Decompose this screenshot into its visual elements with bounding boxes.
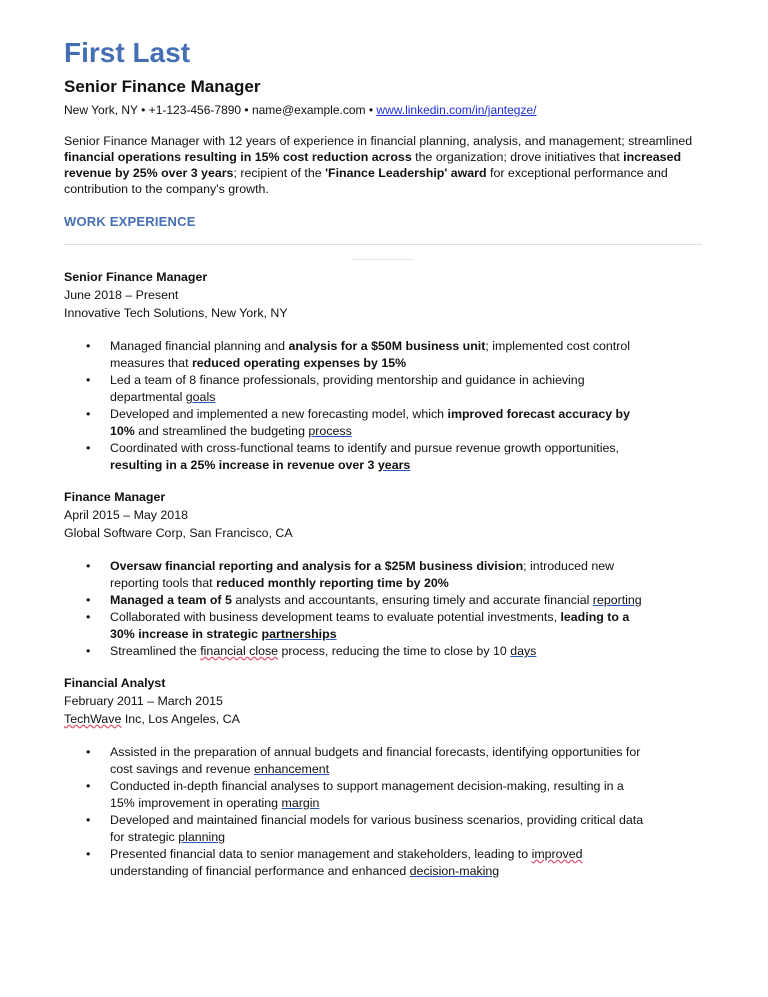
bullet-icon: • (86, 373, 91, 387)
job-company-rest: Inc, Los Angeles, CA (121, 712, 240, 726)
bullet-text: ; introduced new reporting tools that (110, 559, 615, 590)
job-dates: February 2011 – March 2015 (64, 694, 223, 708)
bullet-item (64, 609, 645, 643)
bullet-icon: • (86, 339, 91, 353)
bullet-icon: • (86, 441, 91, 455)
job-bullets (64, 558, 704, 660)
job-title: Finance Manager (64, 490, 166, 504)
bullet-text: Developed and maintained financial models for various business scenarios, providing critical data for strategic (110, 813, 644, 844)
grammar-flagged-word: partnerships (261, 627, 337, 641)
summary-bold-1: financial operations resulting in 15% cost reduction across (64, 150, 412, 164)
grammar-flagged-word: enhancement (253, 762, 330, 776)
bullet-text: Conducted in-depth financial analyses to support management decision-making, resulting in a 15% improvement in operating (110, 779, 624, 810)
job-company (64, 710, 704, 728)
spelling-flagged-word: TechWave (64, 712, 122, 726)
grammar-flagged-word: goals (185, 390, 216, 404)
grammar-flagged-word: years (377, 458, 411, 472)
bullet-bold: resulting in a 25% increase in revenue over 3 (110, 458, 378, 472)
job-entry (64, 268, 704, 474)
summary-bold-3: 'Finance Leadership' award (325, 166, 487, 180)
candidate-title: Senior Finance Manager (64, 77, 261, 96)
bullet-item (64, 440, 645, 474)
bullet-text: Assisted in the preparation of annual budgets and financial forecasts, identifying opportunities for cost savings and revenue (110, 745, 641, 776)
bullet-text: Collaborated with business development teams to evaluate potential investments, (110, 610, 561, 624)
job-bullets (64, 338, 704, 474)
bullet-text: Managed financial planning and (110, 339, 289, 353)
bullet-icon: • (86, 610, 91, 624)
bullet-bold: improved forecast accuracy by 10% (110, 407, 631, 438)
job-entry (64, 488, 704, 660)
bullet-icon: • (86, 813, 91, 827)
contact-details: New York, NY • +1-123-456-7890 • name@example.com • (64, 103, 377, 117)
job-dates: June 2018 – Present (64, 288, 179, 302)
job-dates: April 2015 – May 2018 (64, 508, 188, 522)
bullet-text: Developed and implemented a new forecasting model, which (110, 407, 448, 421)
bullet-icon: • (86, 847, 91, 861)
summary-bold-2: increased revenue by 25% over 3 years (64, 150, 682, 180)
summary-text-3: ; recipient of the (233, 166, 326, 180)
bullet-bold: reduced monthly reporting time by 20% (216, 576, 449, 590)
bullet-item (64, 592, 645, 609)
bullet-icon: • (86, 559, 91, 573)
bullet-icon: • (86, 644, 91, 658)
spelling-flagged-word: financial close (200, 644, 279, 658)
bullet-text: Coordinated with cross-functional teams to identify and pursue revenue growth opportunities, (110, 441, 619, 455)
bullet-icon: • (86, 593, 91, 607)
bullet-text: Led a team of 8 finance professionals, providing mentorship and guidance in achieving departmental (110, 373, 585, 404)
bullet-bold: leading to a 30% increase in strategic (110, 610, 630, 641)
summary-text-2: the organization; drove initiatives that (411, 150, 624, 164)
bullet-item (64, 558, 645, 592)
bullet-text: process, reducing the time to close by 10 (278, 644, 511, 658)
bullet-icon: • (86, 745, 91, 759)
section-sub-divider (352, 259, 414, 260)
grammar-flagged-word: process (308, 424, 352, 438)
bullet-item (64, 846, 645, 880)
grammar-flagged-word: planning (178, 830, 226, 844)
bullet-bold: Oversaw financial reporting and analysis for a $25M business division (110, 559, 524, 573)
bullet-text: and streamlined the budgeting (134, 424, 309, 438)
job-title: Financial Analyst (64, 676, 166, 690)
job-company: Global Software Corp, San Francisco, CA (64, 526, 293, 540)
bullet-item (64, 372, 645, 406)
bullet-item (64, 812, 645, 846)
summary-paragraph (64, 133, 704, 197)
candidate-name: First Last (64, 37, 191, 68)
grammar-flagged-word: margin (281, 796, 320, 810)
linkedin-link[interactable]: www.linkedin.com/in/jantegze/ (376, 103, 537, 117)
bullet-item (64, 744, 645, 778)
bullet-item (64, 778, 645, 812)
bullet-text: Presented financial data to senior management and stakeholders, leading to (110, 847, 532, 861)
job-bullets (64, 744, 704, 880)
summary-text-1: Senior Finance Manager with 12 years of experience in financial planning, analysis, and management; streamlined (64, 134, 693, 148)
bullet-icon: • (86, 779, 91, 793)
summary-text-4: for exceptional performance and contribution to the company's growth. (64, 166, 668, 196)
bullet-bold: analysis for a $50M business unit (288, 339, 486, 353)
job-entry (64, 674, 704, 880)
bullet-text: analysts and accountants, ensuring timely and accurate financial (231, 593, 593, 607)
bullet-text: ; implemented cost control measures that (110, 339, 631, 370)
job-title: Senior Finance Manager (64, 270, 208, 284)
work-experience-heading: WORK EXPERIENCE (64, 214, 196, 229)
bullet-item (64, 338, 645, 372)
resume-page (64, 36, 704, 880)
section-divider (64, 244, 702, 245)
grammar-flagged-word: reporting (592, 593, 642, 607)
contact-line (64, 102, 704, 118)
bullet-item (64, 643, 645, 660)
bullet-icon: • (86, 407, 91, 421)
bullet-item (64, 406, 645, 440)
job-company: Innovative Tech Solutions, New York, NY (64, 306, 288, 320)
bullet-text: understanding of financial performance and enhanced (110, 864, 410, 878)
bullet-text: Streamlined the (110, 644, 201, 658)
grammar-flagged-word: decision-making (409, 864, 500, 878)
grammar-flagged-word: days (510, 644, 537, 658)
bullet-bold: Managed a team of 5 (110, 593, 232, 607)
bullet-bold: reduced operating expenses by 15% (191, 356, 407, 370)
spelling-flagged-word: improved (531, 847, 583, 861)
